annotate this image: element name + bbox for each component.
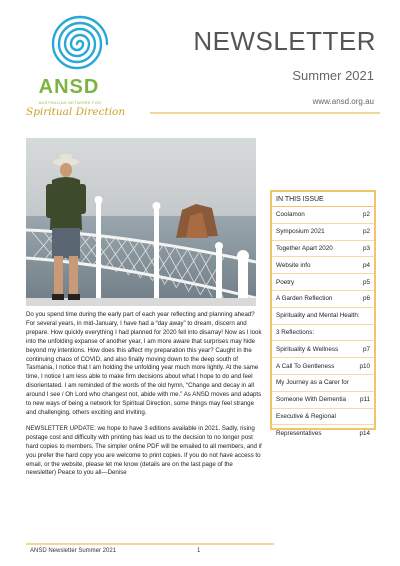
issue-item-title: My Journey as a Carer for <box>276 379 349 387</box>
footer-label: ANSD Newsletter Summer 2021 <box>30 548 117 554</box>
issue-item-page: p4 <box>362 261 370 269</box>
issue-item-page: p14 <box>359 429 370 437</box>
newsletter-title: NEWSLETTER <box>193 26 376 56</box>
issue-item[interactable] <box>272 308 374 325</box>
issue-item-page: p10 <box>359 362 370 370</box>
issue-item-page: p3 <box>362 244 370 252</box>
newsletter-update-paragraph: NEWSLETTER UPDATE: we hope to have 3 editions available in 2021. Sadly, rising postage cost and difficulty with printing has lead us to the decision to no longer post hard copies to members. The simpler online PDF will be emailed to all members, and if you prefer the hard copy you are welcome to print copies. If you do not have access to email, or the website, please let me know (details are on the last page of the newsletter) Peace to you all—Denise <box>26 424 262 477</box>
logo-acronym: ANSD <box>38 76 100 98</box>
issue-item[interactable] <box>272 425 374 441</box>
issue-item-title: Someone With Dementia <box>276 396 346 404</box>
issue-item[interactable] <box>272 341 374 358</box>
issue-item-title: Poetry <box>276 278 295 286</box>
issue-item-title: Symposium 2021 <box>276 228 325 236</box>
in-this-issue-heading: IN THIS ISSUE <box>272 192 374 207</box>
issue-item[interactable] <box>272 325 374 342</box>
issue-item-title: Spirituality & Wellness <box>276 345 339 353</box>
issue-item[interactable] <box>272 224 374 241</box>
issue-item-title: Representatives <box>276 429 322 437</box>
issue-item[interactable] <box>272 375 374 392</box>
issue-item-page: p2 <box>362 211 370 219</box>
issue-item-title: Website info <box>276 261 311 269</box>
issue-item-title: A Call To Gentleness <box>276 362 335 370</box>
issue-item-title: Executive & Regional <box>276 412 336 420</box>
issue-item-title: Spirituality and Mental Health: <box>276 312 360 320</box>
logo-script-text: Spiritual Direction <box>26 106 126 118</box>
issue-item[interactable] <box>272 207 374 224</box>
issue-item-page: p5 <box>362 278 370 286</box>
spiral-icon <box>40 10 120 76</box>
issue-item[interactable] <box>272 392 374 409</box>
issue-item[interactable] <box>272 241 374 258</box>
footer-divider <box>26 543 274 545</box>
page-number: 1 <box>197 548 201 554</box>
issue-season: Summer 2021 <box>292 68 374 83</box>
issue-item-title: Together Apart 2020 <box>276 244 333 252</box>
cover-photo <box>26 138 256 306</box>
issue-item[interactable] <box>272 291 374 308</box>
website-link[interactable]: www.ansd.org.au <box>312 97 374 106</box>
issue-item[interactable] <box>272 257 374 274</box>
logo-small-text: AUSTRALIAN NETWORK FOR <box>38 100 102 105</box>
issue-item[interactable] <box>272 358 374 375</box>
in-this-issue-box <box>270 190 376 437</box>
issue-item[interactable] <box>272 274 374 291</box>
issue-item-page: p7 <box>362 345 370 353</box>
editorial-paragraph: Do you spend time during the early part of each year reflecting and planning ahead? For several years, in mid-January, I have had a “day away” to dream, discern and prepare. How quickly everything I had planned for 2020 fell into disarray! Now as I look into the unfolding expanse of another year, I am more aware that surprises may hide beyond my intentions. How does this affect my preparation this year? Caught in the continuing chaos of COVID, and also finally moving down to the deep south of Tasmania, I notice that I am holding the unfolding year much more lightly. At the same time, I notice I am less able to make firm decisions about what I hope to do and feel disorientated. I am reminded of the words of the old hymn, “Change and decay in all around I see / Oh Lord who changest not, abide with me.” As ANSD moves and adapts to new ways of being a network for Spiritual Direction, some things may feel strange and challenging, others exciting and inviting. <box>26 311 262 416</box>
issue-item-title: Coolamon <box>276 211 305 219</box>
issue-item-title: 3 Reflections: <box>276 328 315 336</box>
issue-item-title: A Garden Reflection <box>276 295 333 303</box>
editorial-text <box>26 311 262 485</box>
issue-item-page: p2 <box>362 228 370 236</box>
ansd-logo <box>26 10 136 130</box>
header-divider <box>150 112 380 114</box>
issue-item-page: p6 <box>362 295 370 303</box>
issue-item[interactable] <box>272 409 374 426</box>
issue-item-page: p11 <box>359 396 370 404</box>
